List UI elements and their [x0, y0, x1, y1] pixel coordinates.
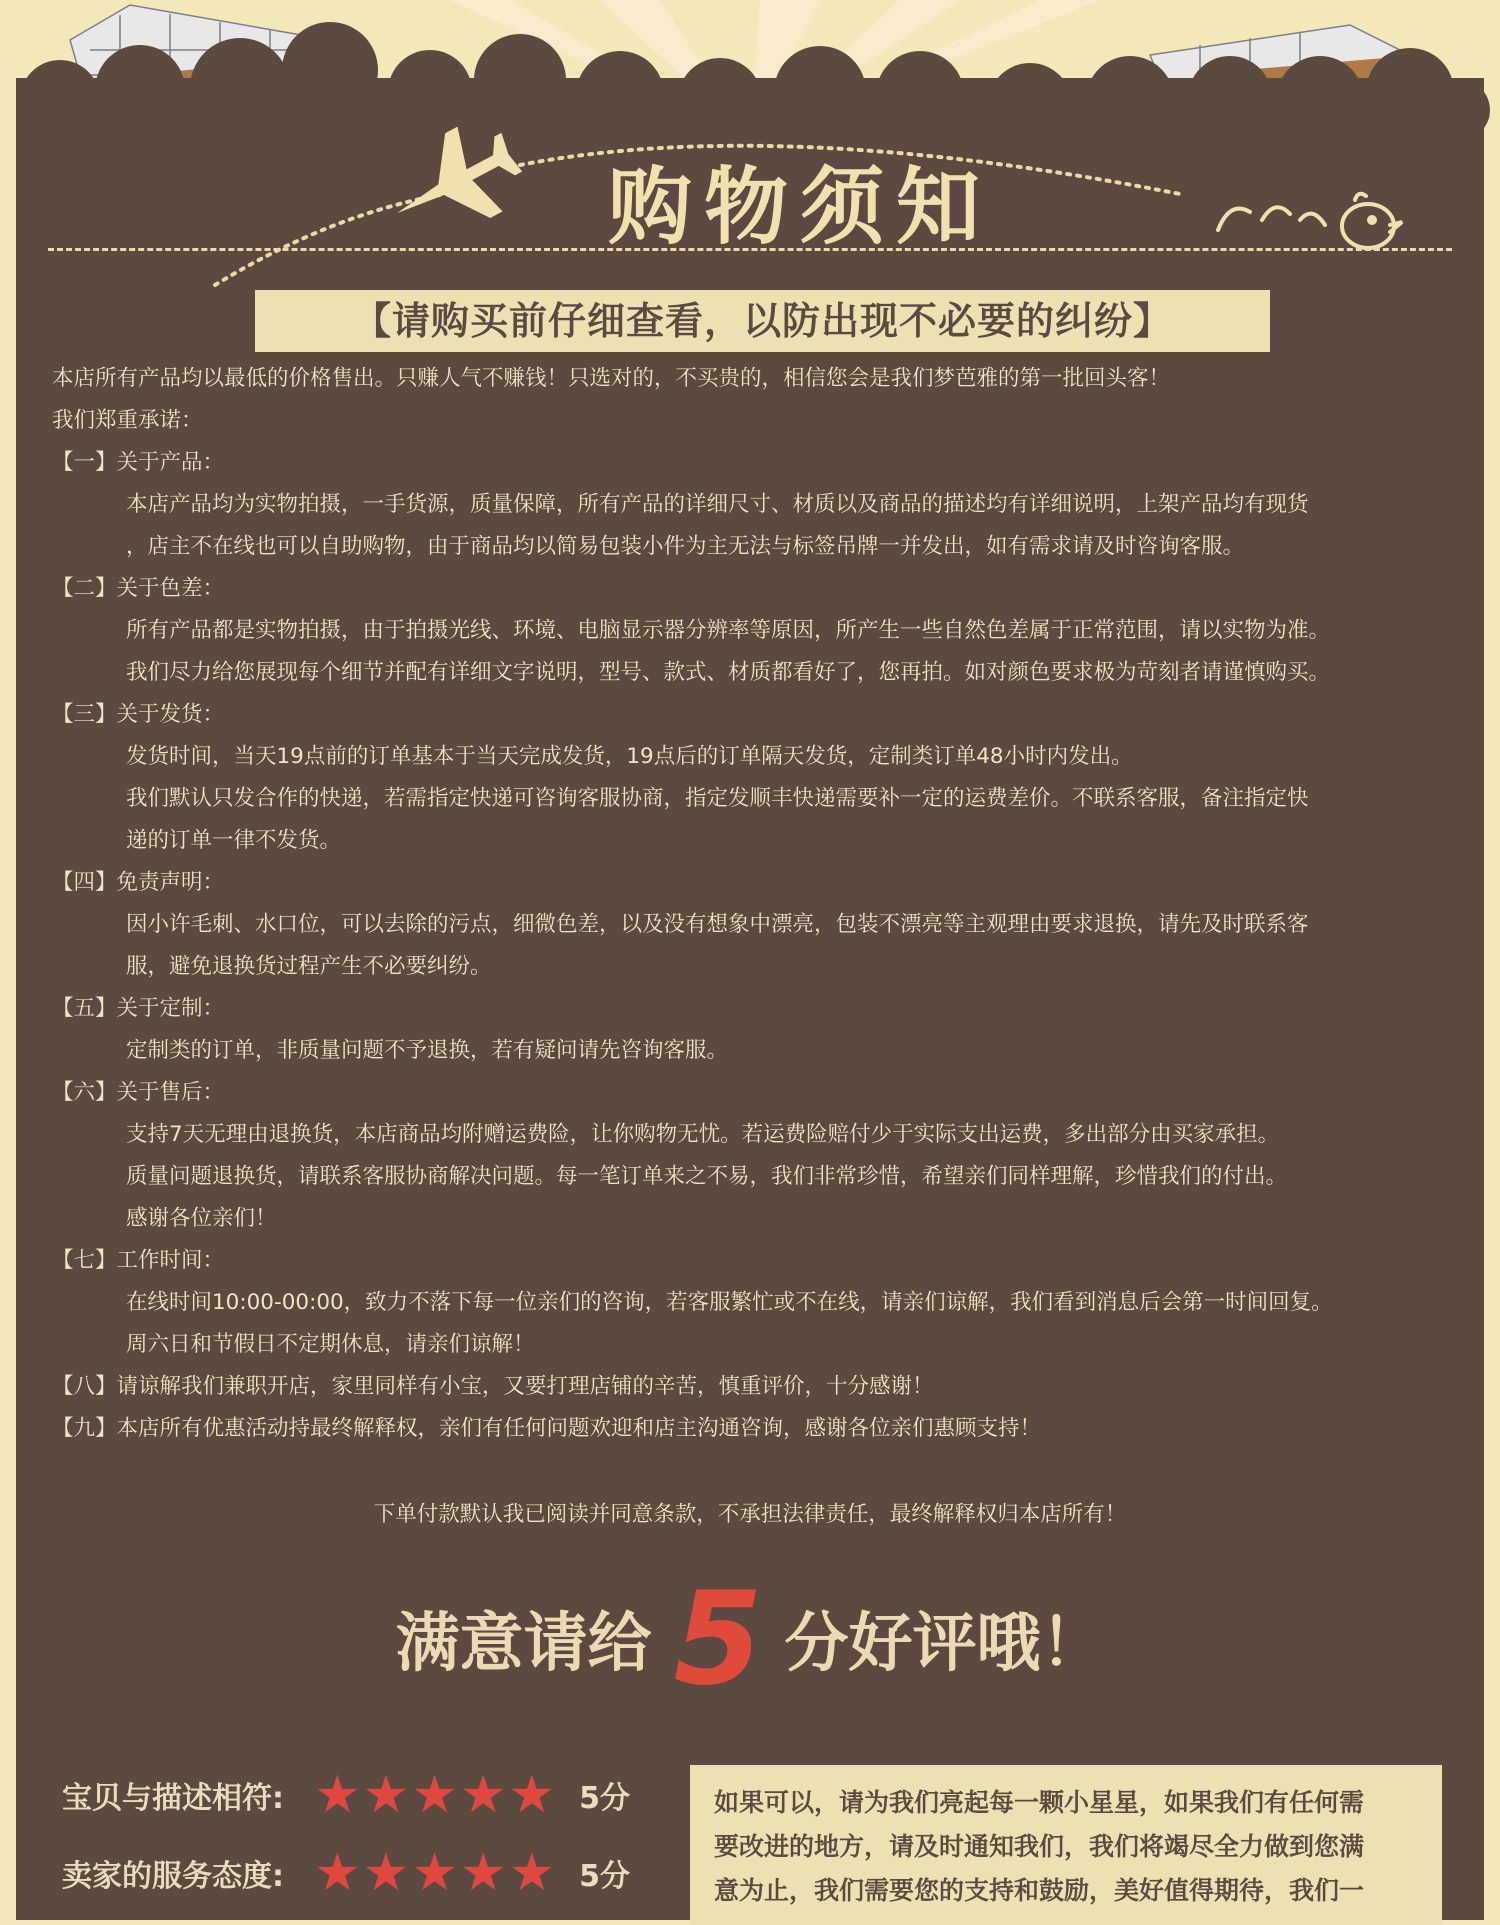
star-icon[interactable]: ★	[508, 1843, 556, 1903]
policy-content	[52, 358, 1462, 1450]
section-line: 递的订单一律不发货。	[126, 828, 342, 853]
slogan-text: 满意请给	[395, 1607, 652, 1681]
bird-icon	[1218, 194, 1402, 248]
star-icon[interactable]: ★	[314, 1843, 361, 1903]
section-heading: 【二】关于色差：	[52, 576, 225, 601]
star-icon[interactable]: ★	[362, 1843, 410, 1903]
review-request-line: 要改进的地方，请及时通知我们，我们将竭尽全力做到您满	[714, 1832, 1365, 1861]
review-slogan	[0, 1565, 1500, 1714]
notice-banner: 【请购买前仔细查看，以防出现不必要的纠纷】	[255, 290, 1270, 352]
section-line: 在线时间10:00-00:00，致力不落下每一位亲们的咨询，若客服繁忙或不在线，请亲们谅解，我们看到消息后会第一时间回复。	[126, 1290, 1333, 1315]
section-heading: 【九】本店所有优惠活动持最终解释权，亲们有任何问题欢迎和店主沟通咨询，感谢各位亲们惠顾支持！	[52, 1416, 1042, 1441]
section-line: 本店产品均为实物拍摄，一手货源，质量保障，所有产品的详细尺寸、材质以及商品的描述均有详细说明，上架产品均有现货	[126, 492, 1309, 517]
star-rating[interactable]	[314, 1765, 557, 1825]
rating-row	[62, 1843, 630, 1903]
star-icon[interactable]: ★	[459, 1765, 507, 1825]
star-rating[interactable]	[314, 1843, 557, 1903]
star-icon[interactable]: ★	[362, 1765, 410, 1825]
rating-row	[62, 1765, 630, 1825]
section-line: 支持7天无理由退换货，本店商品均附赠运费险，让你购物无忧。若运费险赔付少于实际支出运费，多出部分由买家承担。	[126, 1122, 1280, 1147]
review-request-box	[690, 1765, 1442, 1925]
star-icon[interactable]: ★	[411, 1843, 458, 1903]
star-icon[interactable]: ★	[411, 1765, 458, 1825]
star-icon[interactable]: ★	[508, 1765, 556, 1825]
section-line: 感谢各位亲们！	[126, 1206, 277, 1231]
section-heading: 【六】关于售后：	[52, 1080, 225, 1105]
section-line: 发货时间，当天19点前的订单基本于当天完成发货，19点后的订单隔天发货，定制类订单48小时内发出。	[126, 744, 1133, 769]
section-heading: 【七】工作时间：	[52, 1248, 225, 1273]
section-heading: 【四】免责声明：	[52, 870, 225, 895]
slogan-number: 5	[673, 1565, 763, 1714]
review-request-line: 意为止，我们需要您的支持和鼓励，美好值得期待，我们一	[714, 1876, 1365, 1905]
rating-score: 5分	[579, 1859, 630, 1894]
star-icon[interactable]: ★	[314, 1765, 361, 1825]
terms-footnote: 下单付款默认我已阅读并同意条款，不承担法律责任，最终解释权归本店所有！	[373, 1502, 1127, 1527]
section-line: 周六日和节假日不定期休息，请亲们谅解！	[126, 1332, 535, 1357]
slogan-text: 分好评哦！	[784, 1607, 1105, 1681]
rating-label: 卖家的服务态度:	[62, 1859, 284, 1894]
airplane-icon	[374, 110, 534, 256]
section-line: 定制类的订单，非质量问题不予退换，若有疑问请先咨询客服。	[126, 1038, 729, 1063]
rating-score: 5分	[579, 1781, 630, 1816]
section-line: 因小许毛刺、水口位，可以去除的污点，细微色差，以及没有想象中漂亮，包装不漂亮等主观理由要求退换，请先及时联系客	[126, 912, 1309, 937]
intro-line: 本店所有产品均以最低的价格售出。只赚人气不赚钱！只选对的，不买贵的，相信您会是我们梦芭雅的第一批回头客！	[52, 366, 1171, 391]
review-request-line: 如果可以，请为我们亮起每一颗小星星，如果我们有任何需	[714, 1788, 1365, 1817]
section-heading: 【三】关于发货：	[52, 702, 225, 727]
section-line: 我们默认只发合作的快递，若需指定快递可咨询客服协商，指定发顺丰快递需要补一定的运费差价。不联系客服，备注指定快	[126, 786, 1309, 811]
section-heading: 【一】关于产品：	[52, 450, 225, 475]
section-line: 服，避免退换货过程产生不必要纠纷。	[126, 954, 492, 979]
section-line: ，店主不在线也可以自助购物，由于商品均以简易包装小件为主无法与标签吊牌一并发出，如有需求请及时咨询客服。	[126, 534, 1245, 559]
section-heading: 【八】请谅解我们兼职开店，家里同样有小宝，又要打理店铺的辛苦，慎重评价，十分感谢！	[52, 1374, 934, 1399]
page-title: 购物须知	[607, 157, 992, 256]
title-divider	[48, 248, 1452, 251]
section-line: 质量问题退换货，请联系客服协商解决问题。每一笔订单来之不易，我们非常珍惜，希望亲们同样理解，珍惜我们的付出。	[126, 1164, 1288, 1189]
star-icon[interactable]: ★	[459, 1843, 507, 1903]
rating-label: 宝贝与描述相符:	[62, 1781, 284, 1816]
section-line: 我们尽力给您展现每个细节并配有详细文字说明，型号、款式、材质都看好了，您再拍。如对颜色要求极为苛刻者请谨慎购买。	[126, 660, 1331, 685]
section-heading: 【五】关于定制：	[52, 996, 225, 1021]
section-line: 所有产品都是实物拍摄，由于拍摄光线、环境、电脑显示器分辨率等原因，所产生一些自然色差属于正常范围，请以实物为准。	[126, 618, 1331, 643]
intro-line: 我们郑重承诺：	[52, 408, 203, 433]
